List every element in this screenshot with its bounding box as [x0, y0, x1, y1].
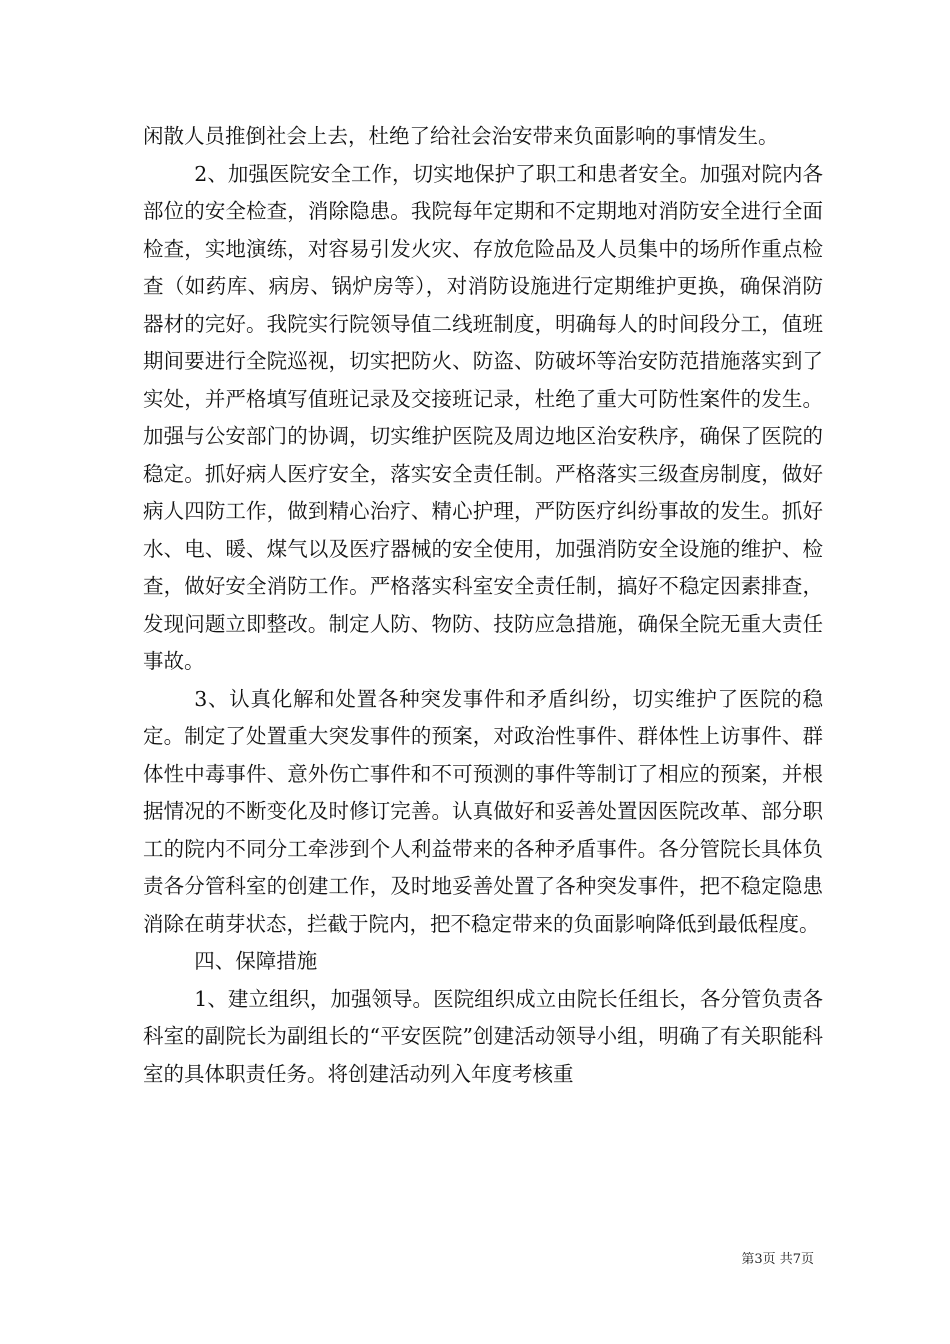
paragraph-continuation: 闲散人员推倒社会上去，杜绝了给社会治安带来负面影响的事情发生。: [143, 124, 779, 148]
section-heading-safeguards: 四、保障措施: [194, 949, 318, 973]
document-body: [143, 118, 823, 1093]
paragraph-safety-work: 2、加强医院安全工作，切实地保护了职工和患者安全。加强对院内各部位的安全检查，消除隐患。我院每年定期和不定期地对消防安全进行全面检查，实地演练，对容易引发火灾、存放危险品及人员集中的场所作重点检查（如药库、病房、锅炉房等），对消防设施进行定期维护更换，确保消防器材的完好。我院实行院领导值二线班制度，明确每人的时间段分工，值班期间要进行全院巡视，切实把防火、防盗、防破坏等治安防范措施落实到了实处，并严格填写值班记录及交接班记录，杜绝了重大可防性案件的发生。加强与公安部门的协调，切实维护医院及周边地区治安秩序，确保了医院的稳定。抓好病人医疗安全，落实安全责任制。严格落实三级查房制度，做好病人四防工作，做到精心治疗、精心护理，严防医疗纠纷事故的发生。抓好水、电、暖、煤气以及医疗器械的安全使用，加强消防安全设施的维护、检查，做好安全消防工作。严格落实科室安全责任制，搞好不稳定因素排查，发现问题立即整改。制定人防、物防、技防应急措施，确保全院无重大责任事故。: [143, 161, 823, 673]
paragraph-emergency-handling: 3、认真化解和处置各种突发事件和矛盾纠纷，切实维护了医院的稳定。制定了处置重大突发事件的预案，对政治性事件、群体性上访事件、群体性中毒事件、意外伤亡事件和不可预测的事件等制订了相应的预案，并根据情况的不断变化及时修订完善。认真做好和妥善处置因医院改革、部分职工的院内不同分工牵涉到个人利益带来的各种矛盾事件。各分管院长具体负责各分管科室的创建工作，及时地妥善处置了各种突发事件，把不稳定隐患消除在萌芽状态，拦截于院内，把不稳定带来的负面影响降低到最低程度。: [143, 686, 823, 936]
paragraph-organization: 1、建立组织，加强领导。医院组织成立由院长任组长，各分管负责各科室的副院长为副组长的“平安医院”创建活动领导小组，明确了有关职能科室的具体职责任务。将创建活动列入年度考核重: [143, 986, 823, 1086]
page-number: 第3页 共7页: [741, 1252, 814, 1267]
